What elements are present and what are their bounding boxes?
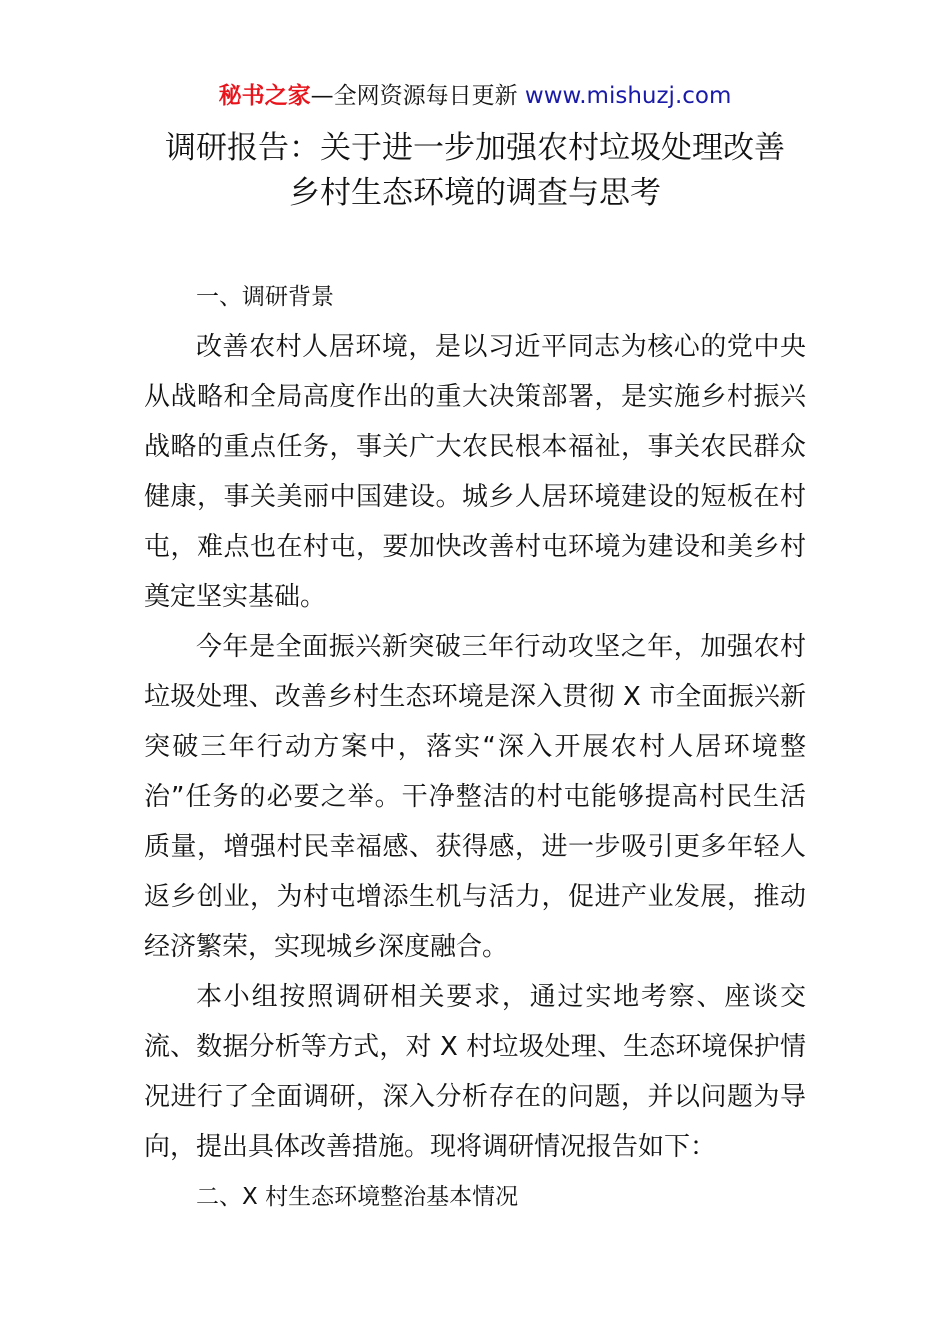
document-body xyxy=(144,272,806,1222)
paragraph: 本小组按照调研相关要求，通过实地考察、座谈交流、数据分析等方式，对 X 村垃圾处理、生态环境保护情况进行了全面调研，深入分析存在的问题，并以问题为导向，提出具体改善措施。现将调研情况报告如下： xyxy=(144,982,806,1162)
section-heading-basic-situation: 二、X 村生态环境整治基本情况 xyxy=(196,1184,519,1210)
document-title-line-1: 调研报告：关于进一步加强农村垃圾处理改善 xyxy=(165,130,785,166)
site-url-link[interactable]: www.mishuzj.com xyxy=(524,83,732,109)
document-title-line-2: 乡村生态环境的调查与思考 xyxy=(289,175,661,211)
site-header xyxy=(0,80,950,112)
site-brand: 秘书之家 xyxy=(218,83,311,109)
section-heading-background: 一、调研背景 xyxy=(196,284,334,310)
site-tagline: —全网资源每日更新 xyxy=(310,83,525,109)
paragraph: 改善农村人居环境，是以习近平同志为核心的党中央从战略和全局高度作出的重大决策部署，是实施乡村振兴战略的重点任务，事关广大农民根本福祉，事关农民群众健康，事关美丽中国建设。城乡人居环境建设的短板在村屯，难点也在村屯，要加快改善村屯环境为建设和美乡村奠定坚实基础。 xyxy=(144,332,806,612)
paragraph: 今年是全面振兴新突破三年行动攻坚之年，加强农村垃圾处理、改善乡村生态环境是深入贯彻 X 市全面振兴新突破三年行动方案中，落实“深入开展农村人居环境整治”任务的必要之举。干净整洁的村屯能够提高村民生活质量，增强村民幸福感、获得感，进一步吸引更多年轻人返乡创业，为村屯增添生机与活力，促进产业发展，推动经济繁荣，实现城乡深度融合。 xyxy=(144,632,806,962)
document-title xyxy=(100,126,850,216)
